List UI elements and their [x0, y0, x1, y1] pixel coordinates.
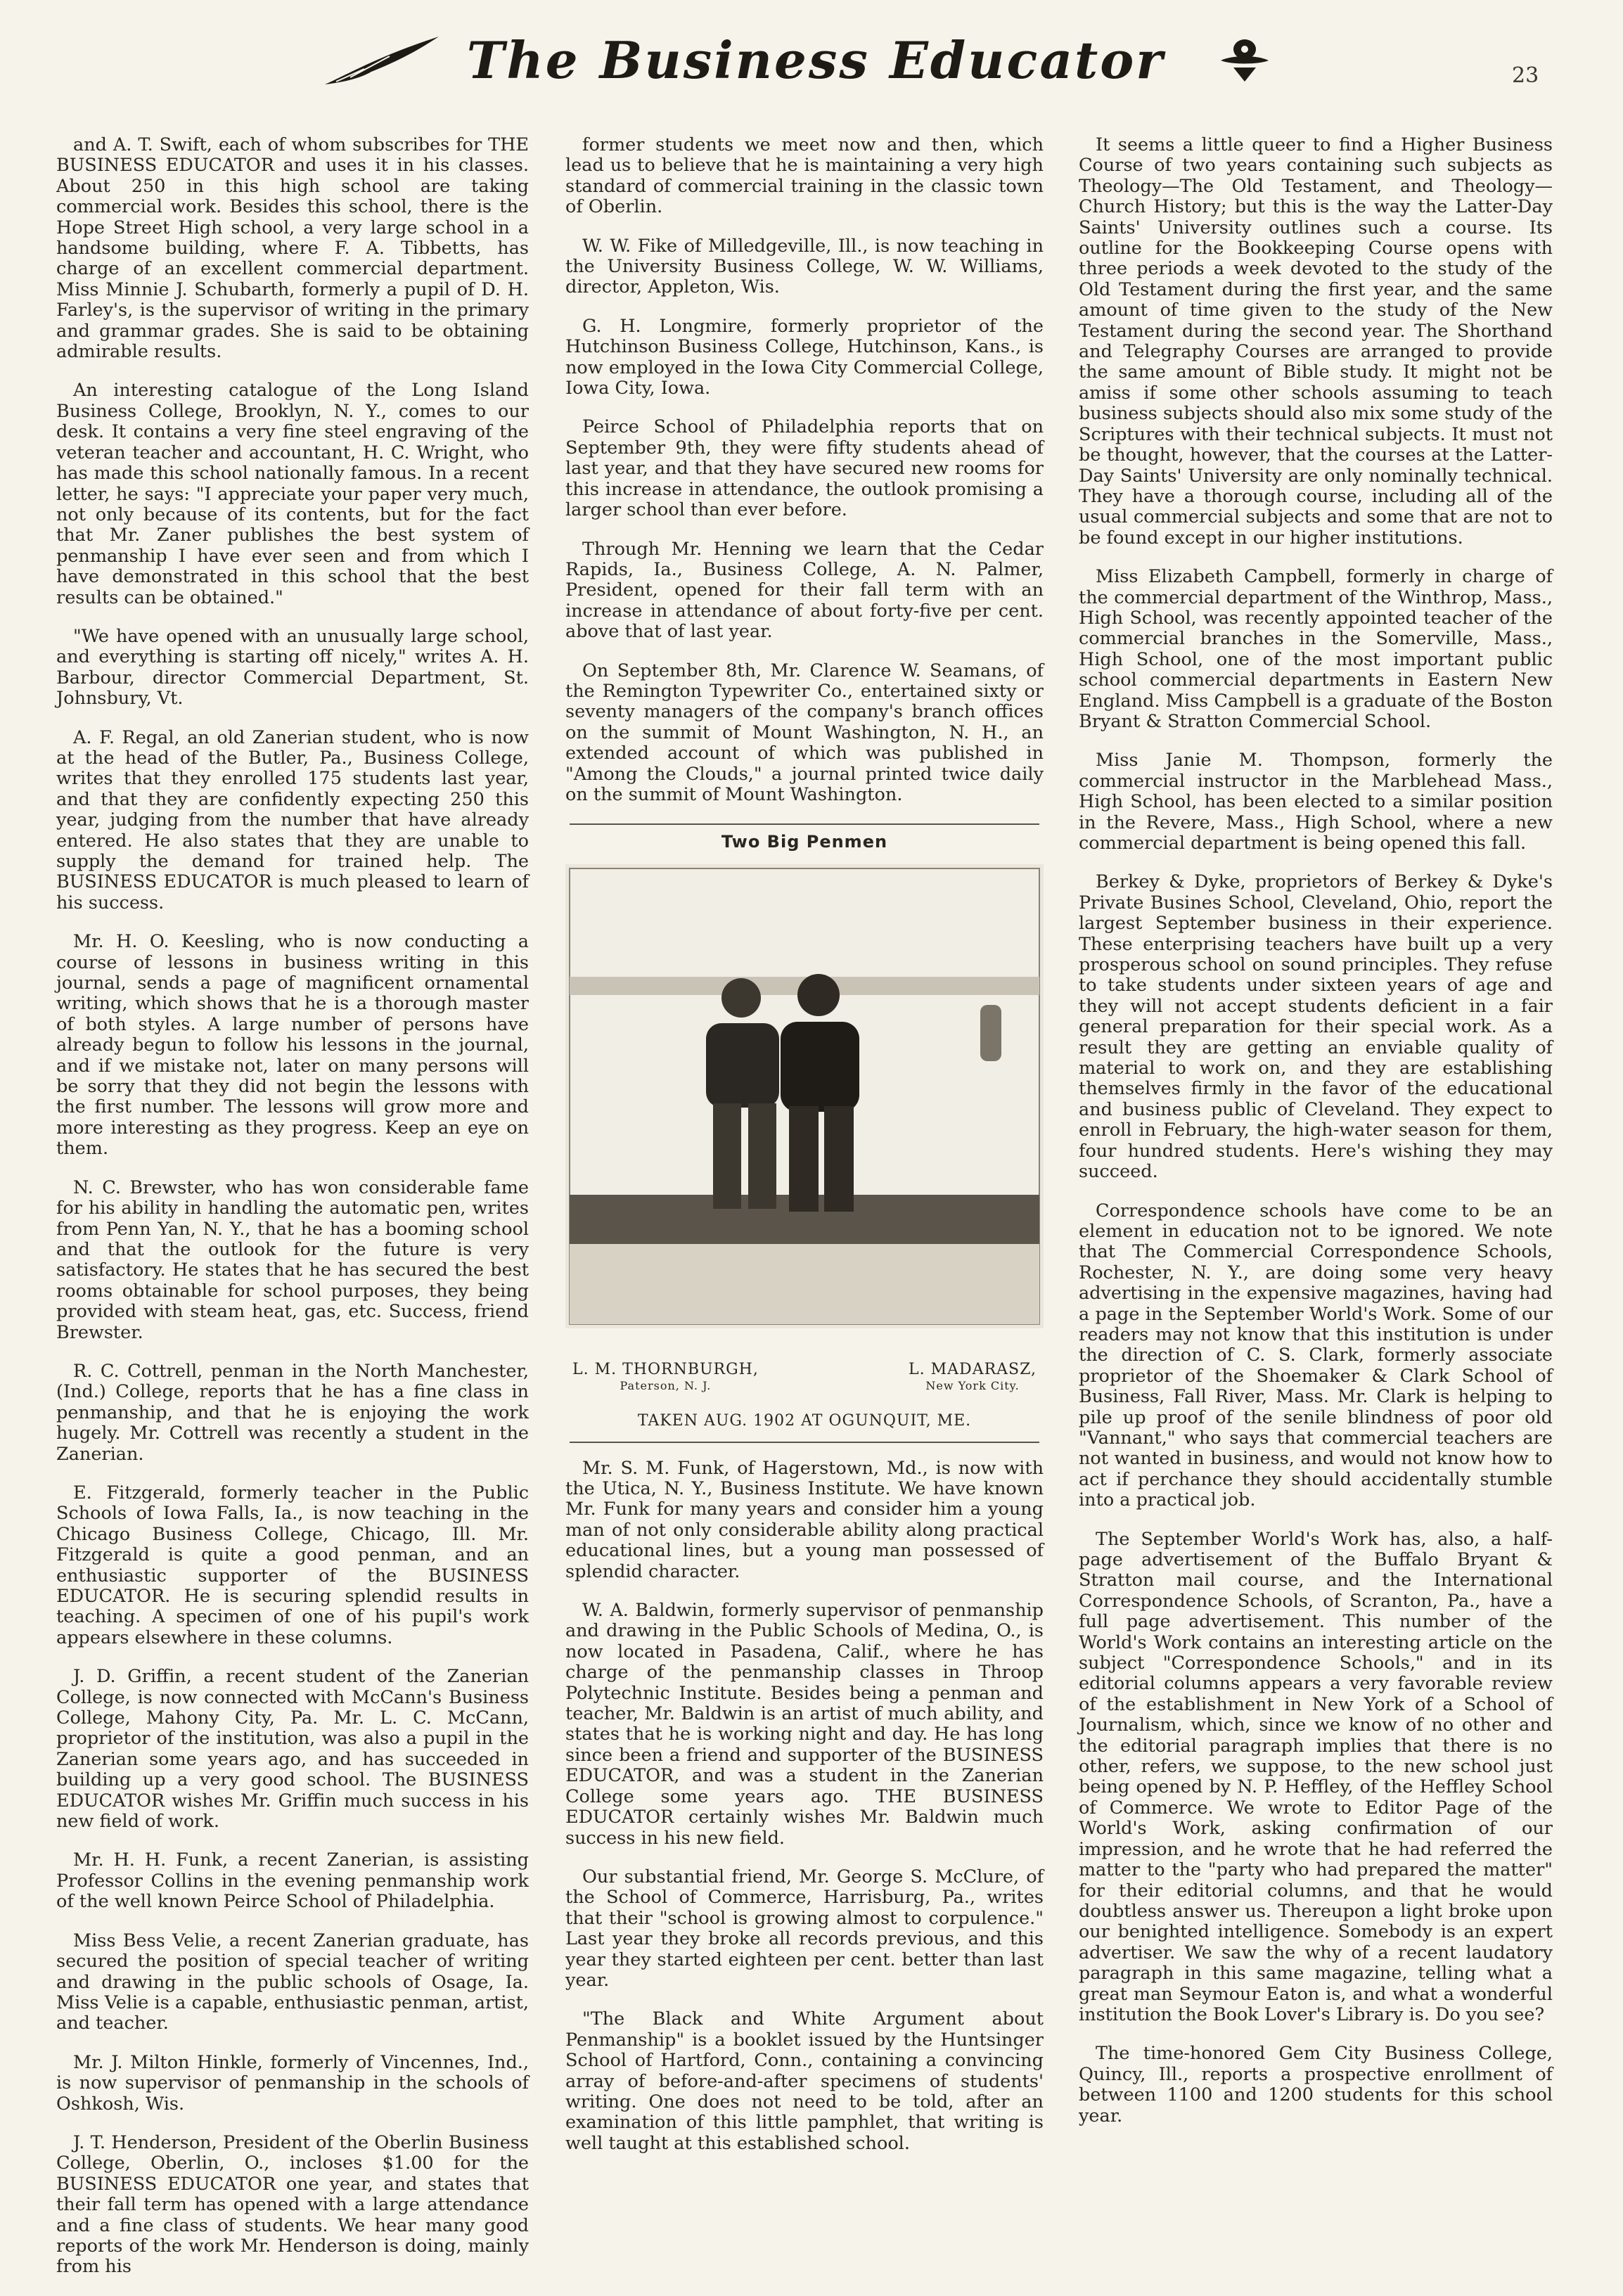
- paragraph: N. C. Brewster, who has won considerable fame for his ability in handling the automatic pen, writes from Penn Yan, N. Y., that he has a booming school and that the outlook for the future is very satisfactory. He states that he has secured the best rooms obtainable for school purposes, they being provided with steam heat, gas, etc. Success, friend Brewster.: [56, 1176, 529, 1343]
- paragraph: Through Mr. Henning we learn that the Cedar Rapids, Ia., Business College, A. N. Palmer, President, opened for their fall term with an increase in attendance of about forty-five per cent. above that of last year.: [565, 538, 1044, 643]
- caption-left-place: Paterson, N. J.: [620, 1379, 712, 1393]
- paragraph: A. F. Regal, an old Zanerian student, who is now at the head of the Butler, Pa., Business College, writes that they enrolled 175 students last year, and that they are confidently expecting 250 this year, judging from the number that have already entered. He also states that they are unable to supply the demand for trained help. The BUSINESS EDUCATOR is much pleased to learn of his success.: [56, 726, 529, 913]
- caption-left-name: L. M. THORNBURGH,: [572, 1360, 759, 1378]
- paragraph: It seems a little queer to find a Higher Business Course of two years containing such subjects as Theology—The Old Testament, and Theology—Church History; but this is the way the Latter-Day Saints' University outlines such a course. Its outline for the Bookkeeping Course opens with three periods a week devoted to the study of the Old Testament during the first year, and the same amount of time given to the study of the New Testament during the second year. The Shorthand and Telegraphy Courses are arranged to provide the same amount of Bible study. It might not be amiss if some other schools assuming to teach business subjects should also mix some study of the Scriptures with their technical subjects. It must not be thought, however, that the courses at the Latter-Day Saints' University are only nominally technical. They have a thorough course, including all of the usual commercial subjects and some that are not to be found except in our higher institutions.: [1079, 134, 1553, 549]
- paragraph: Mr. H. H. Funk, a recent Zanerian, is assisting Professor Collins in the evening penmanship work of the well known Peirce School of Philadelphia.: [56, 1849, 529, 1913]
- paragraph: W. W. Fike of Milledgeville, Ill., is now teaching in the University Business College, W. W. Williams, director, Appleton, Wis.: [565, 235, 1044, 298]
- paragraph: The time-honored Gem City Business College, Quincy, Ill., reports a prospective enrollment of between 1100 and 1200 students for this school year.: [1079, 2043, 1553, 2127]
- paragraph: former students we meet now and then, which lead us to believe that he is maintaining a very high standard of commercial training in the classic town of Oberlin.: [565, 134, 1044, 218]
- quill-pen-icon: [322, 32, 442, 89]
- caption-right-place: New York City.: [925, 1379, 1020, 1393]
- divider: [570, 823, 1039, 825]
- photo-feature: [565, 823, 1044, 1442]
- paragraph: Mr. H. O. Keesling, who is now conducting a course of lessons in business writing in this journal, sends a page of magnificent ornamental writing, which shows that he is a thorough master of both styles. A large number of persons have already begun to follow his lessons in the journal, and if we mistake not, later on many persons will be sorry that they did not begin the lessons with the first number. The lessons will grow more and more interesting as they progress. Keep an eye on them.: [56, 931, 529, 1160]
- paragraph: J. T. Henderson, President of the Oberlin Business College, Oberlin, O., incloses $1.00 for the BUSINESS EDUCATOR one year, and states that their fall term has opened with a large attendance and a fine class of students. We hear many good reports of the work Mr. Henderson is doing, mainly from his: [56, 2131, 529, 2278]
- paragraph: Peirce School of Philadelphia reports that on September 9th, they were fifty students ahead of last year, and that they have secured new rooms for this increase in attendance, the outlook promising a larger school than ever before.: [565, 416, 1044, 521]
- caption-right-name: L. MADARASZ,: [909, 1360, 1037, 1378]
- photo-caption: [572, 1359, 1037, 1392]
- caption-left: [572, 1359, 759, 1392]
- masthead: [0, 0, 1623, 125]
- paragraph: W. A. Baldwin, formerly supervisor of penmanship and drawing in the Public Schools of Medina, O., is now located in Pasadena, Calif., where he has charge of the penmanship classes in Throop Polytechnic Institute. Besides being a penman and teacher, Mr. Baldwin is an artist of much ability, and states that he is working night and day. He has long since been a friend and supporter of the BUSINESS EDUCATOR, and was a student in the Zanerian College some years ago. THE BUSINESS EDUCATOR certainly wishes Mr. Baldwin much success in his new field.: [565, 1600, 1044, 1849]
- photograph: [565, 864, 1044, 1328]
- column-1: [56, 135, 529, 2296]
- paragraph: and A. T. Swift, each of whom subscribes for THE BUSINESS EDUCATOR and uses it in his classes. About 250 in this high school are taking commercial work. Besides this school, there is the Hope Street High school, a very large school in a handsome building, where F. A. Tibbetts, has charge of an excellent commercial department. Miss Minnie J. Schubarth, formerly a pupil of D. H. Farley's, is the supervisor of writing in the primary and grammar grades. She is said to be obtaining admirable results.: [56, 134, 529, 363]
- paragraph: J. D. Griffin, a recent student of the Zanerian College, is now connected with McCann's Business College, Mahony City, Pa. Mr. L. C. McCann, proprietor of the institution, was also a pupil in the Zanerian some years ago, and has succeeded in building up a very good school. The BUSINESS EDUCATOR wishes Mr. Griffin much success in his new field of work.: [56, 1666, 529, 1833]
- winged-emblem-icon: [1218, 31, 1271, 84]
- paragraph: Correspondence schools have come to be an element in education not to be ignored. We note that The Commercial Correspondence Schools, Rochester, N. Y., are doing some very heavy advertising in the expensive magazines, having had a page in the September World's Work. Some of our readers may not know that this institution is under the direction of C. S. Clark, formerly associate proprietor of the Shoemaker & Clark School of Business, Fall River, Mass. Mr. Clark is helping to pile up proof of the senile blindness of poor old "Vannant," who says that commercial teachers are not wanted in business, and would not know how to act if perchance they should accidentally stumble into a practical job.: [1079, 1200, 1553, 1511]
- photo-heading: Two Big Penmen: [721, 832, 888, 852]
- paragraph: On September 8th, Mr. Clarence W. Seamans, of the Remington Typewriter Co., entertained sixty or seventy managers of the company's branch offices on the summit of Mount Washington, N. H., an extended account of which was published in "Among the Clouds," a journal printed twice daily on the summit of Mount Washington.: [565, 660, 1044, 805]
- paragraph: G. H. Longmire, formerly proprietor of the Hutchinson Business College, Hutchinson, Kans., is now employed in the Iowa City Commercial College, Iowa City, Iowa.: [565, 315, 1044, 399]
- paragraph: "We have opened with an unusually large school, and everything is starting off nicely," writes A. H. Barbour, director Commercial Department, St. Johnsbury, Vt.: [56, 625, 529, 710]
- paragraph: Miss Janie M. Thompson, formerly the commercial instructor in the Marblehead Mass., High School, has been elected to a similar position in the Revere, Mass., High School, where a new commercial department is being opened this fall.: [1079, 750, 1553, 854]
- paragraph: Our substantial friend, Mr. George S. McClure, of the School of Commerce, Harrisburg, Pa., writes that their "school is growing almost to corpulence." Last year they broke all records previous, and this year they started eighteen per cent. better than last year.: [565, 1866, 1044, 1991]
- paragraph: The September World's Work has, also, a half-page advertisement of the Buffalo Bryant & Stratton mail course, and the International Correspondence Schools, of Scranton, Pa., have a full page advertisement. This number of the World's Work contains an interesting article on the subject "Correspondence Schools," and in its editorial columns appears a very favorable review of the establishment in New York of a School of Journalism, which, since we know of no other and the editorial paragraph implies that there is no other, refers, we suppose, to the new school just being opened by N. P. Heffley, of the Heffley School of Commerce. We wrote to Editor Page of the World's Work, asking confirmation of our impression, and he wrote that he had referred the matter to the "party who had prepared the matter" for their editorial columns, and that he would doubtless answer us. Thereupon a light broke upon our benighted intelligence. Somebody is an expert advertiser. We saw the why of a recent laudatory paragraph in this same magazine, telling what a great man Seymour Eaton is, and what a wonderful institution the Book Lover's Library is. Do you see?: [1079, 1528, 1553, 2025]
- paragraph: Mr. S. M. Funk, of Hagerstown, Md., is now with the Utica, N. Y., Business Institute. We have known Mr. Funk for many years and consider him a young man of not only considerable ability along practical educational lines, but a young man possessed of splendid character.: [565, 1457, 1044, 1582]
- paragraph: Mr. J. Milton Hinkle, formerly of Vincennes, Ind., is now supervisor of penmanship in the schools of Oshkosh, Wis.: [56, 2051, 529, 2115]
- column-2: [565, 135, 1044, 2172]
- caption-right: [909, 1359, 1037, 1392]
- paragraph: Miss Bess Velie, a recent Zanerian graduate, has secured the position of special teacher of writing and drawing in the public schools of Osage, Ia. Miss Velie is a capable, enthusiastic penman, artist, and teacher.: [56, 1930, 529, 2034]
- divider: [570, 1442, 1039, 1443]
- photo-date-caption: TAKEN AUG. 1902 AT OGUNQUIT, ME.: [637, 1412, 972, 1430]
- paragraph: Miss Elizabeth Campbell, formerly in charge of the commercial department of the Winthrop, Mass., High School, was recently appointed teacher of the commercial branches in the Somerville, Mass., High School, one of the most important public school commercial departments in Eastern New England. Miss Campbell is a graduate of the Boston Bryant & Stratton Commercial School.: [1079, 566, 1553, 732]
- paragraph: Berkey & Dyke, proprietors of Berkey & Dyke's Private Busines School, Cleveland, Ohio, report the largest September business in their experience. These enterprising teachers have built up a very prosperous school on sound principles. They refuse to take students under sixteen years of age and they will not accept students deficient in a fair general preparation for their special work. As a result they are getting an enviable quality of material to work on, and they are establishing themselves firmly in the favor of the educational and business public of Cleveland. They expect to enroll in February, the high-water season for them, four hundred students. Here's wishing they may succeed.: [1079, 871, 1553, 1183]
- paragraph: R. C. Cottrell, penman in the North Manchester, (Ind.) College, reports that he has a fine class in penmanship, and that he is enjoying the work hugely. Mr. Cottrell was recently a student in the Zanerian.: [56, 1360, 529, 1465]
- paragraph: E. Fitzgerald, formerly teacher in the Public Schools of Iowa Falls, Ia., is now teaching in the Chicago Business College, Chicago, Ill. Mr. Fitzgerald is quite a good penman, and an enthusiastic supporter of the BUSINESS EDUCATOR. He is securing splendid results in teaching. A specimen of one of his pupil's work appears elsewhere in these columns.: [56, 1482, 529, 1648]
- page-number: 23: [1512, 63, 1539, 88]
- paragraph: "The Black and White Argument about Penmanship" is a booklet issued by the Huntsinger School of Hartford, Conn., containing a convincing array of before-and-after specimens of students' writing. One does not need to be told, after an examination of this little pamphlet, that writing is well taught at this established school.: [565, 2008, 1044, 2154]
- paragraph: An interesting catalogue of the Long Island Business College, Brooklyn, N. Y., comes to our desk. It contains a very fine steel engraving of the veteran teacher and accountant, H. C. Wright, who has made this school nationally famous. In a recent letter, he says: "I appreciate your paper very much, not only because of its contents, but for the fact that Mr. Zaner publishes the best system of penmanship I have ever seen and from which I have demonstrated in this school that the best results can be obtained.": [56, 380, 529, 608]
- column-3: [1079, 135, 1553, 2145]
- publication-title: The Business Educator: [466, 30, 1165, 90]
